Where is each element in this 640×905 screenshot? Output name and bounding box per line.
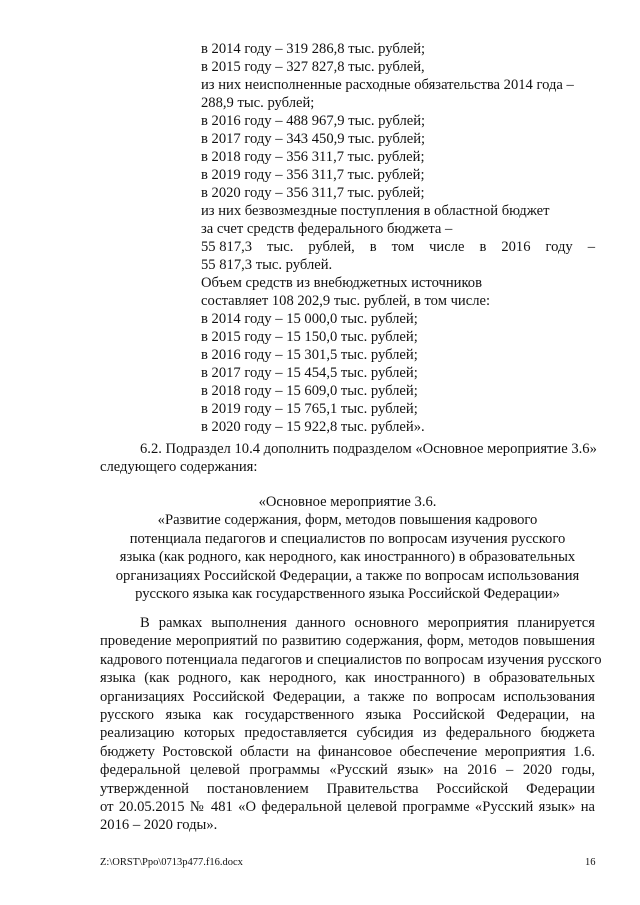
funding-line: в 2017 году – 15 454,5 тыс. рублей; [201, 365, 418, 381]
funding-line: за счет средств федерального бюджета – [201, 221, 453, 237]
funding-line: в 2015 году – 327 827,8 тыс. рублей, [201, 59, 425, 75]
word: рублей, [308, 239, 355, 255]
paragraph-line: 2016 – 2020 годы». [100, 817, 218, 834]
word: 55 817,3 [201, 239, 253, 255]
funding-line: из них неисполненные расходные обязательства 2014 года – [201, 77, 574, 93]
paragraph-line: языка (как родного, как неродного, как иностранного) в образовательных [100, 670, 595, 687]
heading-line: потенциала педагогов и специалистов по вопросам изучения русского [129, 530, 566, 547]
paragraph-line: 6.2. Подраздел 10.4 дополнить подразделом «Основное мероприятие 3.6» [140, 441, 597, 457]
funding-line: в 2019 году – 15 765,1 тыс. рублей; [201, 401, 418, 417]
paragraph-line: бюджету Ростовской области на финансовое обеспечение мероприятия 1.6. [100, 743, 595, 760]
funding-line: в 2014 году – 15 000,0 тыс. рублей; [201, 311, 418, 327]
funding-line: в 2020 году – 15 922,8 тыс. рублей». [201, 419, 425, 435]
word: том [391, 239, 415, 255]
page-number: 16 [585, 857, 596, 868]
paragraph-line: русского языка как государственного языка Российской Федерации, на [100, 706, 595, 723]
funding-line: Объем средств из внебюджетных источников [201, 275, 482, 291]
paragraph-line: проведение мероприятий по развитию содержания, форм, методов повышения [100, 633, 595, 650]
word: в [369, 239, 377, 255]
word: – [587, 239, 595, 255]
funding-line: в 2018 году – 356 311,7 тыс. рублей; [201, 149, 425, 165]
funding-line: в 2019 году – 356 311,7 тыс. рублей; [201, 167, 425, 183]
body-paragraph [100, 614, 602, 835]
paragraph-line: кадрового потенциала педагогов и специалистов по вопросам изучения русского [100, 651, 602, 668]
event-heading [100, 493, 595, 603]
funding-line: в 2018 году – 15 609,0 тыс. рублей; [201, 383, 418, 399]
heading-line: «Основное мероприятие 3.6. [258, 494, 437, 510]
word: 2016 [501, 239, 531, 255]
word: году [545, 239, 573, 255]
word: в [479, 239, 487, 255]
heading-line: «Развитие содержания, форм, методов повышения кадрового [157, 512, 538, 529]
funding-line: в 2016 году – 15 301,5 тыс. рублей; [201, 347, 418, 363]
funding-line: в 2020 году – 356 311,7 тыс. рублей; [201, 185, 425, 201]
heading-line: русского языка как государственного языка Российской Федерации» [135, 586, 560, 603]
section-6-2-paragraph [100, 440, 595, 477]
paragraph-line: В рамках выполнения данного основного мероприятия планируется [140, 615, 595, 631]
heading-line: языка (как родного, как неродного, как иностранного) в образовательных [119, 549, 576, 566]
funding-line: в 2015 году – 15 150,0 тыс. рублей; [201, 329, 418, 345]
funding-line: в 2017 году – 343 450,9 тыс. рублей; [201, 131, 426, 147]
paragraph-line: федеральной целевой программы «Русский язык» на 2016 – 2020 годы, [100, 762, 595, 779]
funding-line: в 2016 году – 488 967,9 тыс. рублей; [201, 113, 426, 129]
footer-file-path: Z:\ORST\Ppo\0713p477.f16.docx [100, 857, 243, 868]
heading-line: организациях Российской Федерации, а также по вопросам использования [115, 567, 580, 584]
funding-line: из них безвозмездные поступления в областной бюджет [201, 203, 550, 219]
funding-line: составляет 108 202,9 тыс. рублей, в том числе: [201, 293, 491, 309]
funding-line: 55 817,3 тыс. рублей. [201, 257, 333, 273]
funding-justified-line [201, 238, 595, 256]
funding-line: в 2014 году – 319 286,8 тыс. рублей; [201, 41, 426, 57]
funding-line: 288,9 тыс. рублей; [201, 95, 315, 111]
word: тыс. [267, 239, 294, 255]
paragraph-line: утвержденной постановлением Правительства Российской Федерации [100, 780, 595, 797]
paragraph-line: следующего содержания: [100, 459, 258, 476]
word: числе [429, 239, 465, 255]
paragraph-line: организациях Российской Федерации, а также по вопросам использования [100, 688, 595, 705]
paragraph-line: от 20.05.2015 № 481 «О федеральной целевой программе «Русский язык» на [100, 798, 595, 815]
paragraph-line: реализацию которых предоставляется субсидия из федерального бюджета [100, 725, 595, 742]
